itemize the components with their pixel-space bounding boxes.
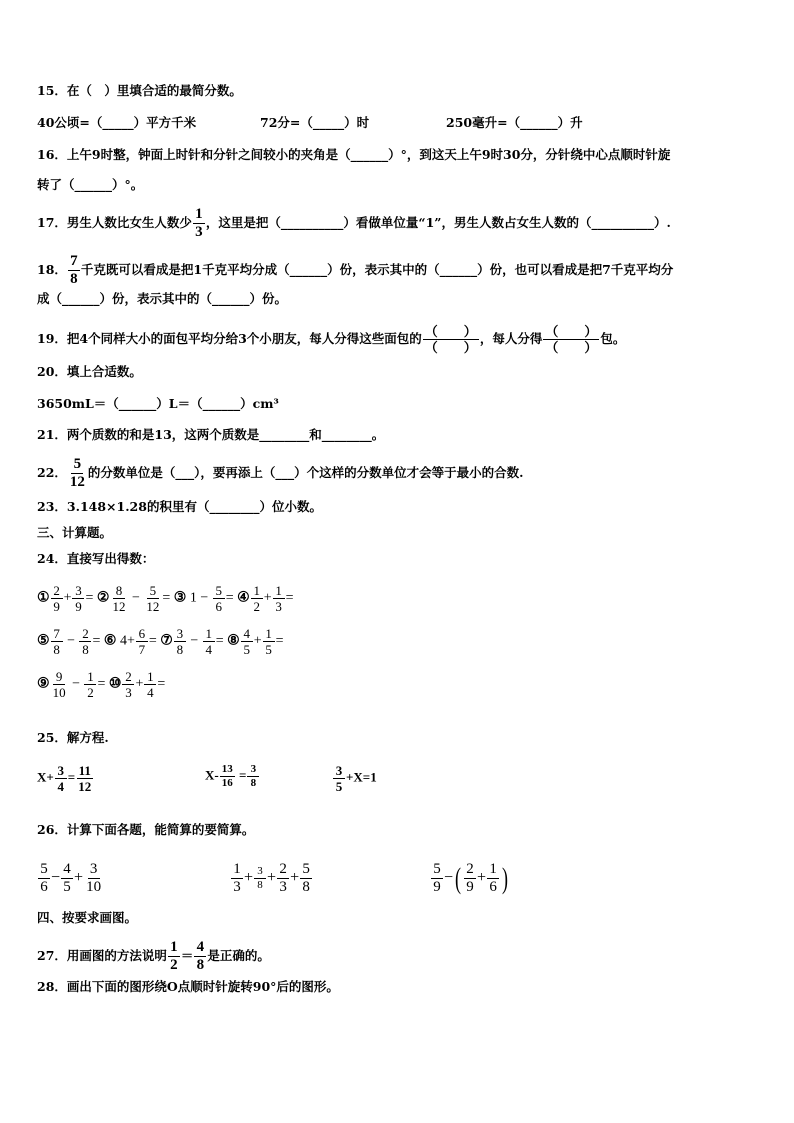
q25-eq3: $\frac{3}{5}$ +X=1: [332, 764, 377, 793]
q16-line1: 16．上午9时整，钟面上时针和分针之间较小的夹角是（______）°，到这天上午9时30分，分针绕中心点顺时针旋: [37, 147, 671, 162]
q28: 28．画出下面的图形绕O点顺时针旋转90°后的图形。: [37, 979, 339, 994]
q18-fraction: $\frac{7}{8}$: [68, 254, 80, 287]
q25-eq2: X- $\frac{13}{16}$ = $\frac{3}{8}$: [205, 764, 260, 789]
q16-line2: 转了（______）°。: [37, 177, 144, 192]
q19: 19．把4个同样大小的面包平均分给3个小朋友，每人分得这些面包的 （ ） （ ） ，每人分得 （ ） （ ） 包。: [37, 324, 626, 355]
q21: 21．两个质数的和是13，这两个质数是________和________。: [37, 427, 385, 442]
q22: 22． $\frac{5}{12}$ 的分数单位是（___），要再添上（___）个这样的分数单位才会等于最小的合数.: [37, 456, 524, 490]
q26-expr1: $\frac{5}{6}$ − $\frac{4}{5}$ + $\frac{3}{10}$: [37, 862, 104, 895]
q15-a: 40公顷=（_____）平方千米: [37, 115, 197, 130]
q24-title: 24．直接写出得数：: [37, 551, 155, 566]
q26-expr3: $\frac{5}{9}$ −( $\frac{2}{9}$ + $\frac{1}{6}$ ): [430, 862, 510, 895]
q26-title: 26．计算下面各题，能简算的要简算。: [37, 822, 255, 837]
q24-row1: ① $\frac{2}{9}$ + $\frac{3}{9}$ = ② $\frac{8}{12}$ − $\frac{5}{12}$ = ③ 1 − $\frac{5}{6}$ = ④ $\frac{1}{2}$ + $\frac{1}{3}$ =: [37, 583, 294, 614]
q15-b: 72分=（_____）时: [260, 115, 370, 130]
q24-row2: ⑤ $\frac{7}{8}$ − $\frac{2}{8}$ = ⑥ 4+ $\frac{6}{7}$ = ⑦ $\frac{3}{8}$ − $\frac{1}{4}$ = ⑧ $\frac{4}{5}$ + $\frac{1}{5}$ =: [37, 626, 284, 657]
q24-row3: ⑨ $\frac{9}{10}$ − $\frac{1}{2}$ = ⑩ $\frac{2}{3}$ + $\frac{1}{4}$ =: [37, 669, 166, 700]
q22-fraction: $\frac{5}{12}$: [69, 456, 85, 490]
section3-title: 三、计算题。: [37, 525, 113, 540]
q15-c: 250毫升=（______）升: [446, 115, 583, 130]
q15-title: 15．在（ ）里填合适的最简分数。: [37, 83, 242, 98]
q20-title: 20．填上合适数。: [37, 364, 142, 379]
q17: [37, 207, 671, 240]
q23: 23．3.148×1.28的积里有（________）位小数。: [37, 499, 322, 514]
q25-eq1: X+ $\frac{3}{4}$ = $\frac{11}{12}$: [37, 763, 92, 794]
q25-title: 25．解方程.: [37, 730, 109, 745]
q26-expr2: $\frac{1}{3}$ + $\frac{3}{8}$ + $\frac{2}{3}$ + $\frac{5}{8}$: [230, 862, 313, 895]
q19-blank-fraction: （ ） （ ）: [424, 324, 477, 355]
q18-line1: 18． $\frac{7}{8}$ 千克既可以看成是把1千克平均分成（______）份，表示其中的（______）份，也可以看成是把7千克平均分: [37, 253, 674, 287]
q19-blank-fraction-2: （ ） （ ）: [545, 324, 598, 355]
q18-line2: 成（______）份，表示其中的（______）份。: [37, 291, 288, 306]
section4-title: 四、按要求画图。: [37, 910, 138, 925]
q17-fraction: $\frac{1}{3}$: [193, 207, 205, 240]
q27: 27．用画图的方法说明 $\frac{1}{2}$ ＝ $\frac{4}{8}$ 是正确的。: [37, 939, 270, 973]
q20-body: 3650mL＝（______）L＝（______）cm³: [37, 396, 279, 411]
q17-pre: 17．男生人数比女生人数少: [37, 215, 192, 230]
q17-post: ，这里是把（__________）看做单位量“1”，男生人数占女生人数的（__________）.: [205, 215, 671, 230]
